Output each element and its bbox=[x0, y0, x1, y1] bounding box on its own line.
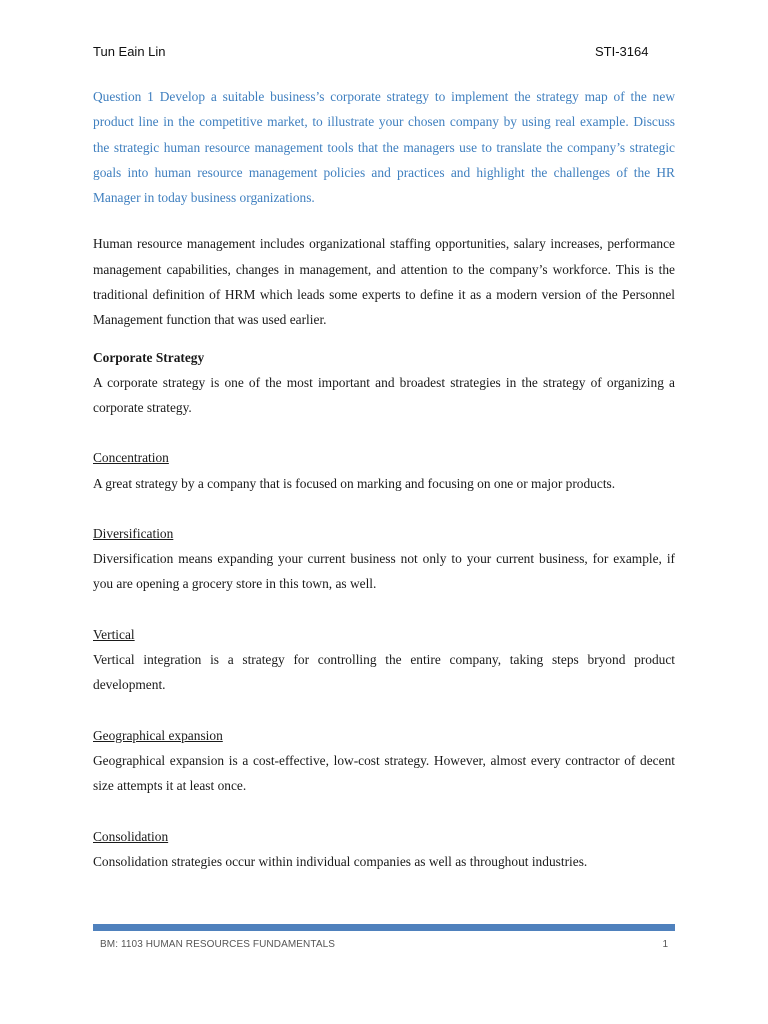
footer-divider-bar bbox=[93, 924, 675, 931]
document-body bbox=[93, 84, 675, 874]
corporate-strategy-title: Corporate Strategy bbox=[93, 349, 205, 365]
student-id: STI-3164 bbox=[595, 44, 649, 59]
question-text: Question 1 Develop a suitable business’s corporate strategy to implement the strategy map of the new product line in the competitive market, to illustrate your chosen company by using real example. Discuss the strategic human resource management tools that the managers use to translate the company’s strategic goals into human resource management policies and practices and highlight the challenges of the HR Manager in today business organizations. bbox=[93, 89, 675, 206]
section-text-vertical: Vertical integration is a strategy for controlling the entire company, taking steps bryond product development. bbox=[93, 652, 675, 693]
corporate-strategy-heading bbox=[93, 345, 675, 370]
intro-paragraph: Human resource management includes organizational staffing opportunities, salary increases, performance management capabilities, changes in management, and attention to the company’s workforce. This is the traditional definition of HRM which leads some experts to define it as a modern version of the Personnel Management function that was used earlier. bbox=[93, 236, 675, 328]
corporate-strategy-text: A corporate strategy is one of the most important and broadest strategies in the strategy of organizing a corporate strategy. bbox=[93, 374, 675, 415]
section-heading-consolidation: Consolidation bbox=[93, 828, 169, 844]
section-heading-concentration: Concentration bbox=[93, 450, 169, 466]
section-text-consolidation: Consolidation strategies occur within individual companies as well as throughout industries. bbox=[93, 853, 588, 869]
page-number: 1 bbox=[662, 939, 668, 950]
section-text-geographical-expansion: Geographical expansion is a cost-effective, low-cost strategy. However, almost every contractor of decent size attempts it at least once. bbox=[93, 752, 675, 794]
page-header bbox=[93, 44, 675, 64]
section-heading-diversification: Diversification bbox=[93, 525, 174, 541]
section-heading-vertical: Vertical bbox=[93, 626, 135, 642]
section-text-diversification: Diversification means expanding your current business not only to your current business, for example, if you are opening a grocery store in this town, as well. bbox=[93, 551, 675, 592]
course-title: BM: 1103 HUMAN RESOURCES FUNDAMENTALS bbox=[100, 939, 336, 950]
author-name: Tun Eain Lin bbox=[93, 44, 166, 59]
section-heading-geographical-expansion: Geographical expansion bbox=[93, 727, 223, 743]
section-text-concentration: A great strategy by a company that is focused on marking and focusing on one or major products. bbox=[93, 475, 616, 491]
page-footer bbox=[100, 939, 668, 955]
